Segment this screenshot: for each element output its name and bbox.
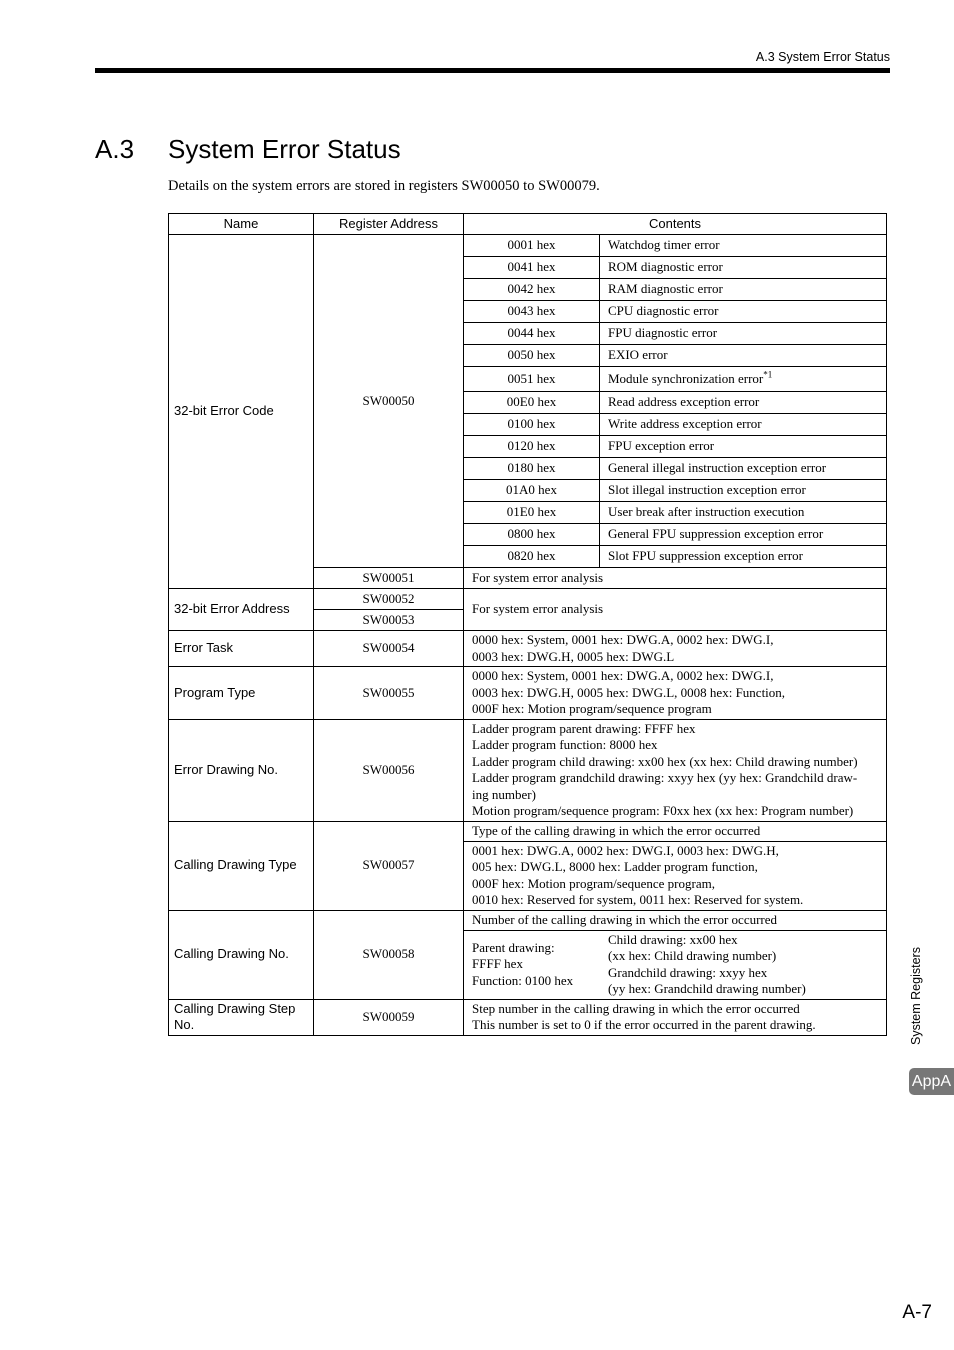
contents-line: 000F hex: Motion program/sequence program bbox=[472, 701, 712, 716]
contents-line: Function: 0100 hex bbox=[472, 972, 574, 988]
row-name-line: No. bbox=[174, 1017, 195, 1032]
table-row bbox=[169, 235, 887, 257]
row-name-error-drawing: Error Drawing No. bbox=[169, 719, 314, 821]
row-register-sw00050: SW00050 bbox=[314, 235, 464, 568]
child-drawing-info bbox=[608, 932, 878, 998]
row-register-sw00059: SW00059 bbox=[314, 999, 464, 1035]
table-row bbox=[169, 999, 887, 1035]
contents-line: 0003 hex: DWG.H, 0005 hex: DWG.L, 0008 hex: Function, bbox=[472, 684, 786, 700]
contents-line: 0010 hex: Reserved for system, 0011 hex: Reserved for system. bbox=[472, 892, 804, 907]
error-code: 0001 hex bbox=[464, 235, 600, 257]
section-number: A.3 bbox=[95, 134, 135, 164]
row-contents-top: Type of the calling drawing in which the error occurred bbox=[464, 821, 887, 841]
row-name-calling-step bbox=[169, 999, 314, 1035]
error-description: Slot illegal instruction exception error bbox=[600, 480, 887, 502]
contents-line: 000F hex: Motion program/sequence program, bbox=[472, 875, 715, 891]
header-name: Name bbox=[169, 214, 314, 235]
error-code: 00E0 hex bbox=[464, 392, 600, 414]
header-contents: Contents bbox=[464, 214, 887, 235]
error-description: RAM diagnostic error bbox=[600, 279, 887, 301]
error-description: ROM diagnostic error bbox=[600, 257, 887, 279]
running-header: A.3 System Error Status bbox=[755, 50, 890, 64]
row-name-error-code: 32-bit Error Code bbox=[169, 235, 314, 589]
system-error-status-table bbox=[168, 213, 887, 1036]
row-contents bbox=[464, 667, 887, 720]
error-description: Slot FPU suppression exception error bbox=[600, 546, 887, 568]
error-code: 0100 hex bbox=[464, 414, 600, 436]
row-name-error-address: 32-bit Error Address bbox=[169, 589, 314, 631]
contents-line: Child drawing: xx00 hex bbox=[608, 931, 738, 947]
table-row bbox=[169, 719, 887, 821]
contents-line: 0003 hex: DWG.H, 0005 hex: DWG.L bbox=[472, 648, 675, 664]
error-code: 01E0 hex bbox=[464, 502, 600, 524]
error-code: 0051 hex bbox=[464, 367, 600, 392]
error-description: FPU exception error bbox=[600, 436, 887, 458]
row-contents bbox=[464, 631, 887, 667]
contents-line: (xx hex: Child drawing number) bbox=[608, 948, 777, 963]
row-register-sw00054: SW00054 bbox=[314, 631, 464, 667]
error-description-text: Module synchronization error bbox=[608, 370, 764, 386]
error-description: User break after instruction execution bbox=[600, 502, 887, 524]
footnote-mark: *1 bbox=[763, 369, 773, 380]
error-code: 01A0 hex bbox=[464, 480, 600, 502]
contents-line: Parent drawing: bbox=[472, 939, 555, 955]
row-register-sw00053: SW00053 bbox=[314, 610, 464, 631]
row-register-sw00055: SW00055 bbox=[314, 667, 464, 720]
row-contents: For system error analysis bbox=[464, 589, 887, 631]
row-contents bbox=[464, 719, 887, 821]
row-register-sw00051: SW00051 bbox=[314, 568, 464, 589]
contents-line: 0000 hex: System, 0001 hex: DWG.A, 0002 hex: DWG.I, bbox=[472, 632, 774, 647]
row-register-sw00052: SW00052 bbox=[314, 589, 464, 610]
parent-drawing-info bbox=[472, 940, 608, 990]
error-description: Write address exception error bbox=[600, 414, 887, 436]
contents-line: Ladder program function: 8000 hex bbox=[472, 737, 658, 752]
appendix-tab[interactable]: AppA bbox=[909, 1068, 954, 1095]
row-contents: For system error analysis bbox=[464, 568, 887, 589]
error-code: 0042 hex bbox=[464, 279, 600, 301]
error-description: CPU diagnostic error bbox=[600, 301, 887, 323]
table-row bbox=[169, 631, 887, 667]
error-description: Read address exception error bbox=[600, 392, 887, 414]
contents-line: Ladder program parent drawing: FFFF hex bbox=[472, 720, 696, 736]
table-row bbox=[169, 667, 887, 720]
row-name-error-task: Error Task bbox=[169, 631, 314, 667]
intro-paragraph: Details on the system errors are stored in registers SW00050 to SW00079. bbox=[168, 178, 600, 194]
error-code: 0180 hex bbox=[464, 458, 600, 480]
row-name-calling-no: Calling Drawing No. bbox=[169, 910, 314, 999]
contents-line: This number is set to 0 if the error occurred in the parent drawing. bbox=[472, 1017, 816, 1032]
drawing-number-grid bbox=[472, 932, 878, 998]
error-code: 0041 hex bbox=[464, 257, 600, 279]
table-row bbox=[169, 589, 887, 610]
contents-line: Step number in the calling drawing in which the error occurred bbox=[472, 1000, 800, 1016]
page-number: A-7 bbox=[902, 1302, 932, 1323]
row-name-program-type: Program Type bbox=[169, 667, 314, 720]
contents-line: Ladder program grandchild drawing: xxyy hex (yy hex: Grandchild draw- bbox=[472, 770, 858, 785]
contents-line: Ladder program child drawing: xx00 hex (xx hex: Child drawing number) bbox=[472, 753, 858, 769]
table-header-row bbox=[169, 214, 887, 235]
row-contents bbox=[464, 999, 887, 1035]
contents-line: 0001 hex: DWG.A, 0002 hex: DWG.I, 0003 hex: DWG.H, bbox=[472, 842, 779, 858]
error-description: FPU diagnostic error bbox=[600, 323, 887, 345]
row-register-sw00056: SW00056 bbox=[314, 719, 464, 821]
header-rule bbox=[95, 68, 890, 73]
error-description: General illegal instruction exception error bbox=[600, 458, 887, 480]
contents-line: Motion program/sequence program: F0xx hex (xx hex: Program number) bbox=[472, 803, 854, 818]
row-contents bbox=[464, 930, 887, 999]
contents-line: ing number) bbox=[472, 786, 536, 802]
row-name-line: Calling Drawing Step bbox=[174, 1001, 296, 1016]
error-code: 0120 hex bbox=[464, 436, 600, 458]
error-code: 0800 hex bbox=[464, 524, 600, 546]
error-code: 0820 hex bbox=[464, 546, 600, 568]
contents-line: 0000 hex: System, 0001 hex: DWG.A, 0002 hex: DWG.I, bbox=[472, 668, 774, 683]
table-row bbox=[169, 821, 887, 841]
contents-line: (yy hex: Grandchild drawing number) bbox=[608, 981, 806, 996]
row-contents bbox=[464, 841, 887, 910]
row-register-sw00058: SW00058 bbox=[314, 910, 464, 999]
error-description: Watchdog timer error bbox=[600, 235, 887, 257]
contents-line: FFFF hex bbox=[472, 956, 523, 972]
row-name-calling-type: Calling Drawing Type bbox=[169, 821, 314, 910]
contents-line: Grandchild drawing: xxyy hex bbox=[608, 964, 768, 980]
side-tab-label: System Registers bbox=[909, 947, 923, 1045]
error-description: EXIO error bbox=[600, 345, 887, 367]
error-code: 0044 hex bbox=[464, 323, 600, 345]
error-code: 0043 hex bbox=[464, 301, 600, 323]
section-title: System Error Status bbox=[168, 134, 401, 164]
row-register-sw00057: SW00057 bbox=[314, 821, 464, 910]
header-register: Register Address bbox=[314, 214, 464, 235]
table-row bbox=[169, 910, 887, 930]
row-contents-top: Number of the calling drawing in which the error occurred bbox=[464, 910, 887, 930]
contents-line: 005 hex: DWG.L, 8000 hex: Ladder program function, bbox=[472, 859, 758, 874]
error-description: General FPU suppression exception error bbox=[600, 524, 887, 546]
error-description bbox=[600, 367, 887, 392]
error-code: 0050 hex bbox=[464, 345, 600, 367]
